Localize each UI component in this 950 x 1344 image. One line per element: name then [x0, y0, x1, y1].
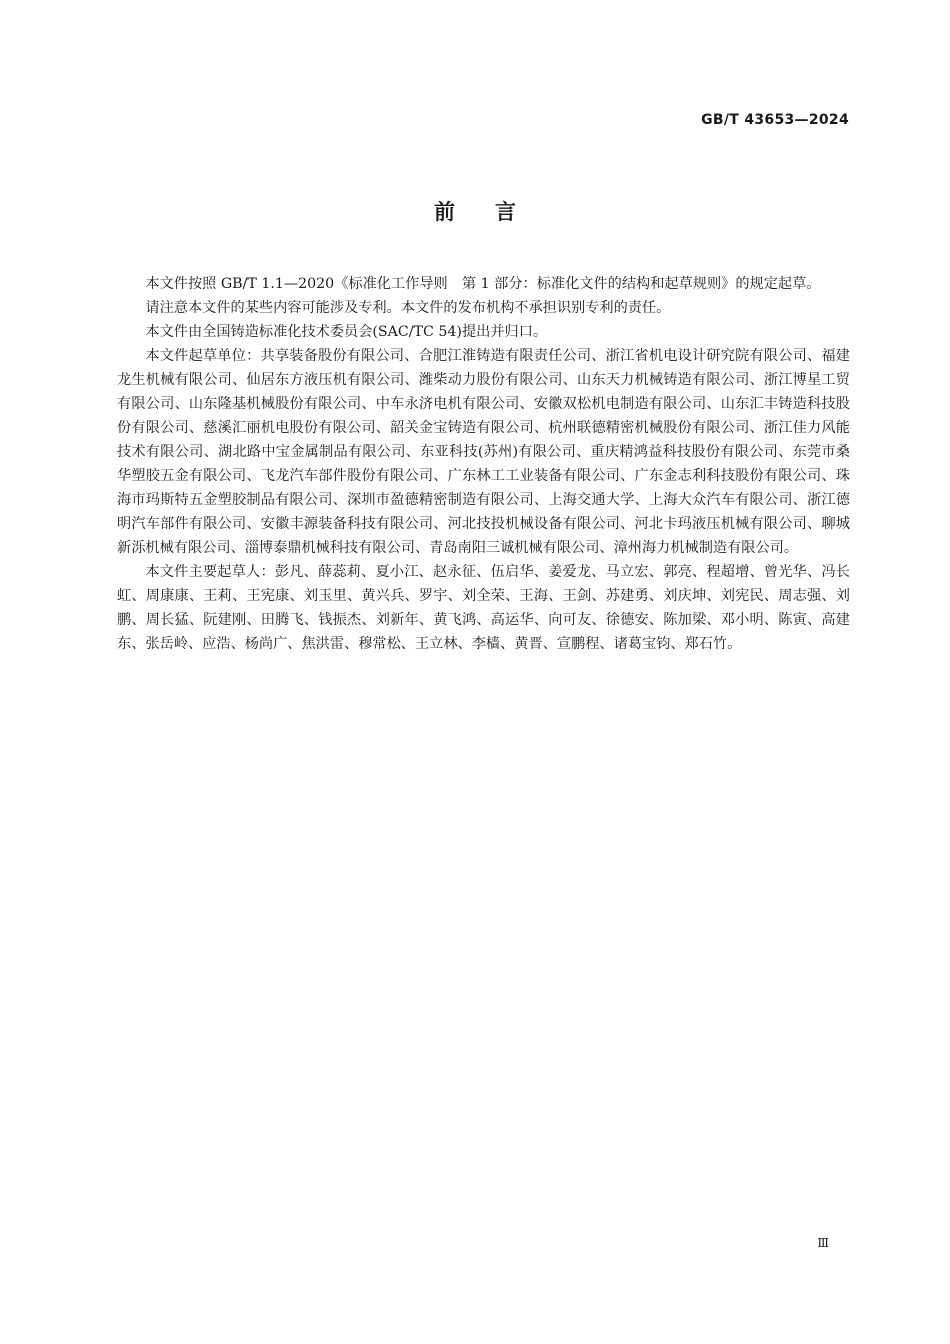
paragraph-patent-notice: 请注意本文件的某些内容可能涉及专利。本文件的发布机构不承担识别专利的责任。 [145, 300, 671, 316]
page-number: Ⅲ [817, 1236, 829, 1250]
paragraph-proposer: 本文件由全国铸造标准化技术委员会(SAC/TC 54)提出并归口。 [145, 324, 548, 340]
page-title: 前言 [434, 200, 556, 224]
standard-number: GB/T 43653—2024 [701, 112, 849, 128]
paragraph-drafting-units: 本文件起草单位：共享装备股份有限公司、合肥江淮铸造有限责任公司、浙江省机电设计研究院有限公司、福建龙生机械有限公司、仙居东方液压机有限公司、潍柴动力股份有限公司、山东天力机械铸造有限公司、浙江博星工贸有限公司、山东隆基机械股份有限公司、中车永济电机有限公司、安徽双松机电制造有限公司、山东汇丰铸造科技股份有限公司、慈溪汇丽机电股份有限公司、韶关金宝铸造有限公司、杭州联德精密机械股份有限公司、浙江佳力风能技术有限公司、湖北路中宝金属制品有限公司、东亚科技(苏州)有限公司、重庆精鸿益科技股份有限公司、东莞市桑华塑胶五金有限公司、飞龙汽车部件股份有限公司、广东林工工业装备有限公司、广东金志利科技股份有限公司、珠海市玛斯特五金塑胶制品有限公司、深圳市盈德精密制造有限公司、上海交通大学、上海大众汽车有限公司、浙江德明汽车部件有限公司、安徽丰源装备科技有限公司、河北技投机械设备有限公司、河北卡玛液压机械有限公司、聊城新泺机械有限公司、淄博泰鼎机械科技有限公司、青岛南阳三诚机械有限公司、漳州海力机械制造有限公司。 [117, 348, 850, 556]
document-body [117, 272, 850, 656]
paragraph-drafting-rules: 本文件按照 GB/T 1.1—2020《标准化工作导则 第 1 部分：标准化文件的结构和起草规则》的规定起草。 [145, 276, 821, 292]
paragraph-drafters: 本文件主要起草人：彭凡、薛蕊莉、夏小江、赵永征、伍启华、姜爱龙、马立宏、郭亮、程超增、曾光华、冯长虹、周康康、王莉、王宪康、刘玉里、黄兴兵、罗宇、刘全荣、王海、王剑、苏建勇、刘庆坤、刘宪民、周志强、刘鹏、周长猛、阮建刚、田腾飞、钱振杰、刘新年、黄飞鸿、高运华、向可友、徐德安、陈加梁、邓小明、陈寅、高建东、张岳岭、应浩、杨尚广、焦洪雷、穆常松、王立林、李樯、黄晋、宣鹏程、诸葛宝钧、郑石竹。 [117, 564, 850, 652]
